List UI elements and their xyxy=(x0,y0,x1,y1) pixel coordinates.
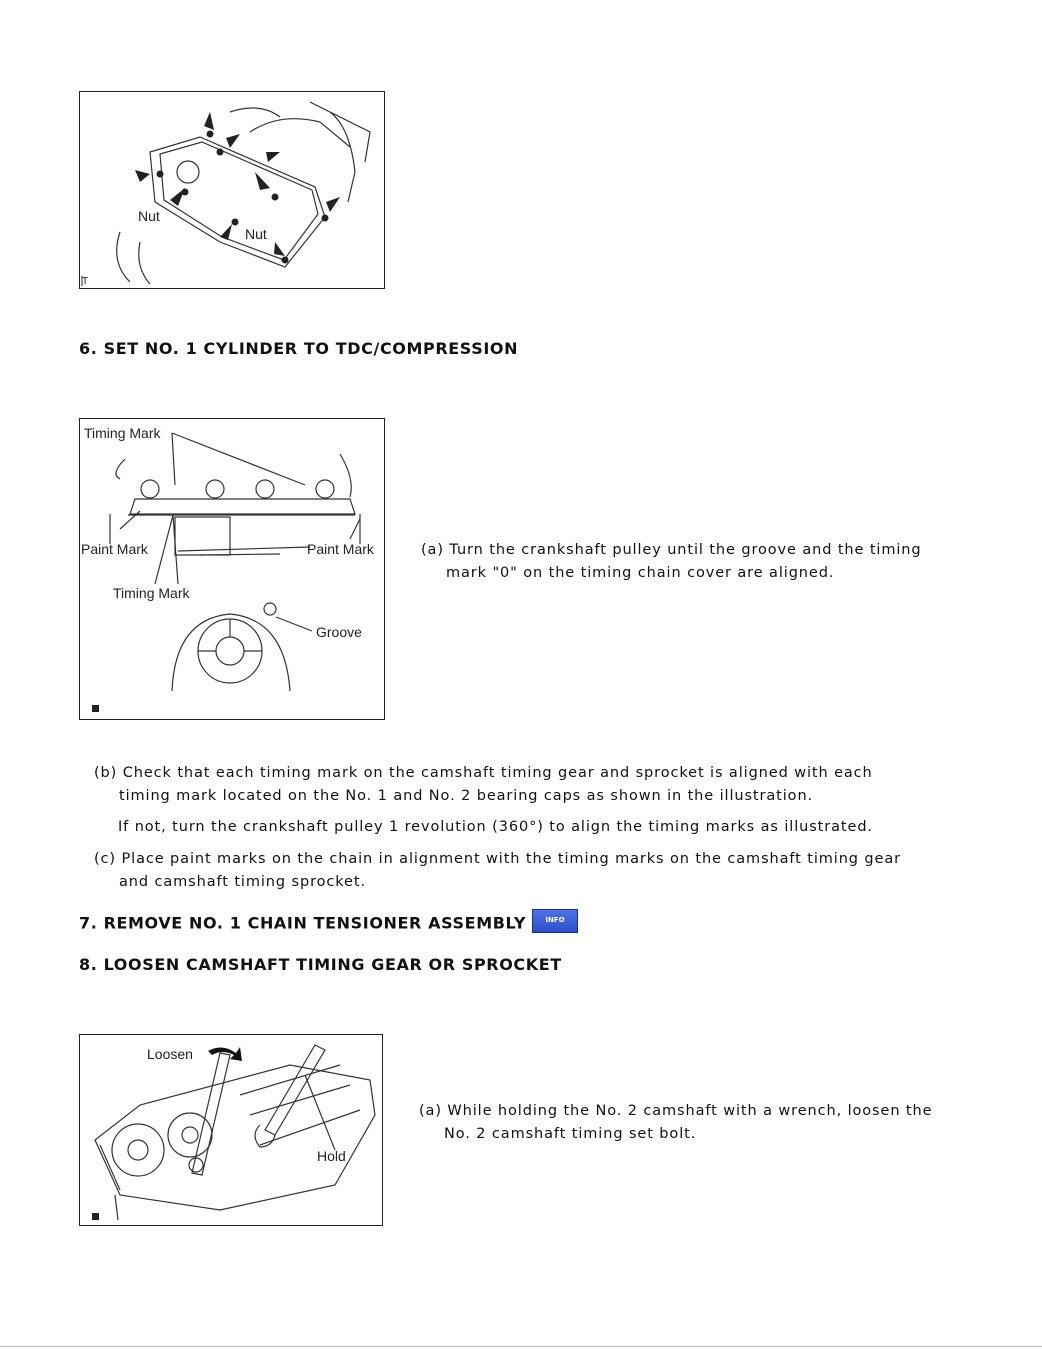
step-8a-line2: No. 2 camshaft timing set bolt. xyxy=(444,1126,697,1142)
step-6b-line1: (b) Check that each timing mark on the camshaft timing gear and sprocket is aligned with each xyxy=(94,765,873,781)
step-7-heading-row xyxy=(79,912,578,936)
timing-mark-label-bottom: Timing Mark xyxy=(113,585,190,601)
figure-corner-tag: T xyxy=(82,276,89,287)
loosen-label: Loosen xyxy=(147,1046,193,1062)
hold-label: Hold xyxy=(317,1148,346,1164)
timing-mark-label-top: Timing Mark xyxy=(84,425,161,441)
step-7-heading: 7. REMOVE NO. 1 CHAIN TENSIONER ASSEMBLY xyxy=(79,913,526,933)
step-6b-text xyxy=(94,762,873,808)
loosen-hold-illustration xyxy=(80,1035,381,1224)
groove-label: Groove xyxy=(316,624,362,640)
step-6c-line1: (c) Place paint marks on the chain in alignment with the timing marks on the camshaft timing gear xyxy=(94,851,901,867)
nut-label-left: Nut xyxy=(138,208,160,224)
nut-label-right: Nut xyxy=(245,226,267,242)
figure-head-cover-nuts xyxy=(79,91,385,289)
step-8a-text xyxy=(419,1100,932,1146)
paint-mark-label-left: Paint Mark xyxy=(81,541,148,557)
paint-mark-label-right: Paint Mark xyxy=(307,541,374,557)
step-8a-line1: (a) While holding the No. 2 camshaft with a wrench, loosen the xyxy=(419,1103,933,1119)
figure-loosen-hold xyxy=(79,1034,383,1226)
step-8-heading: 8. LOOSEN CAMSHAFT TIMING GEAR OR SPROCKET xyxy=(79,955,562,974)
step-6a-line1: (a) Turn the crankshaft pulley until the groove and the timing xyxy=(421,542,922,558)
figure-timing-marks xyxy=(79,418,385,720)
page-bottom-rule xyxy=(0,1346,1042,1347)
info-button[interactable]: INFO xyxy=(532,909,578,933)
step-6c-text xyxy=(94,848,901,894)
step-6b-line2: timing mark located on the No. 1 and No. 2 bearing caps as shown in the illustration. xyxy=(119,788,814,804)
step-6c-line2: and camshaft timing sprocket. xyxy=(119,874,366,890)
timing-marks-illustration xyxy=(80,419,383,718)
step-6-note: If not, turn the crankshaft pulley 1 revolution (360°) to align the timing marks as illustrated. xyxy=(118,819,873,835)
head-cover-illustration xyxy=(80,92,383,287)
step-6a-line2: mark "0" on the timing chain cover are aligned. xyxy=(446,565,835,581)
step-6-heading: 6. SET NO. 1 CYLINDER TO TDC/COMPRESSION xyxy=(79,339,519,358)
step-6a-text xyxy=(421,539,922,585)
